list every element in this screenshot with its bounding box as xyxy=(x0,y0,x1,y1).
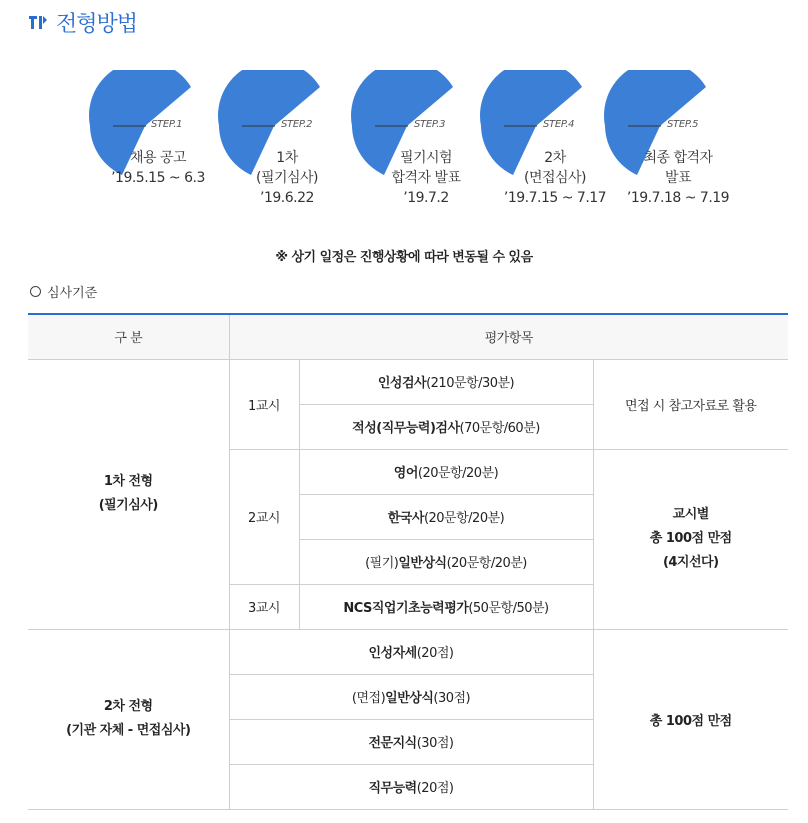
header-items: 평가항목 xyxy=(229,314,788,359)
stage2-cell: 2차 전형 (기관 자체 - 면접심사) xyxy=(28,629,229,809)
eval-item: NCS직업기초능력평가(50문항/50분) xyxy=(299,584,593,629)
step-1 xyxy=(88,70,238,215)
table-header-row xyxy=(28,314,788,359)
eval-item: 전문지식(30점) xyxy=(229,719,593,764)
step-label: STEP.5 xyxy=(667,119,699,130)
table-row xyxy=(28,359,788,404)
criteria-heading-text: 심사기준 xyxy=(47,286,98,301)
eval-item: 인성자세(20점) xyxy=(229,629,593,674)
criteria-table xyxy=(28,313,788,810)
stage2-note: 총 100점 만점 xyxy=(593,629,788,809)
stage1-cell: 1차 전형 (필기심사) xyxy=(28,359,229,629)
step-3 xyxy=(350,70,500,215)
step-text: 최종 합격자 발표 ’19.7.18 ~ 7.19 xyxy=(626,150,730,206)
criteria-heading xyxy=(30,282,97,301)
step-label: STEP.2 xyxy=(281,119,313,130)
step-label: STEP.1 xyxy=(151,119,183,130)
eval-item: 직무능력(20점) xyxy=(229,764,593,809)
circle-bullet-icon xyxy=(30,286,41,297)
page-title: 전형방법 xyxy=(56,11,138,37)
step-text: 필기시험 합격자 발표 ’19.7.2 xyxy=(391,150,461,206)
period1-note: 면접 시 참고자료로 활용 xyxy=(593,359,788,449)
period-label: 2교시 xyxy=(229,449,299,584)
header-division: 구 분 xyxy=(28,314,229,359)
schedule-notice: ※ 상기 일정은 진행상황에 따라 변동될 수 있음 xyxy=(275,250,533,265)
step-2 xyxy=(217,70,367,215)
step-5 xyxy=(603,70,753,215)
step-label: STEP.4 xyxy=(543,119,575,130)
eval-item: 적성(직무능력)검사(70문항/60분) xyxy=(299,404,593,449)
eval-item: 영어(20문항/20분) xyxy=(299,449,593,494)
eval-item: 인성검사(210문항/30분) xyxy=(299,359,593,404)
step-text: 채용 공고 ’19.5.15 ~ 6.3 xyxy=(111,150,205,186)
eval-item: (면접)일반상식(30점) xyxy=(229,674,593,719)
period-label: 3교시 xyxy=(229,584,299,629)
period-label: 1교시 xyxy=(229,359,299,449)
eval-item: 한국사(20문항/20분) xyxy=(299,494,593,539)
step-timeline xyxy=(0,0,808,230)
period2-note: 교시별 총 100점 만점 (4지선다) xyxy=(593,449,788,629)
step-label: STEP.3 xyxy=(414,119,446,130)
table-row xyxy=(28,629,788,674)
step-text: 1차 (필기심사) ’19.6.22 xyxy=(255,150,319,206)
eval-item: (필기)일반상식(20문항/20분) xyxy=(299,539,593,584)
step-text: 2차 (면접심사) ’19.7.15 ~ 7.17 xyxy=(503,150,607,206)
